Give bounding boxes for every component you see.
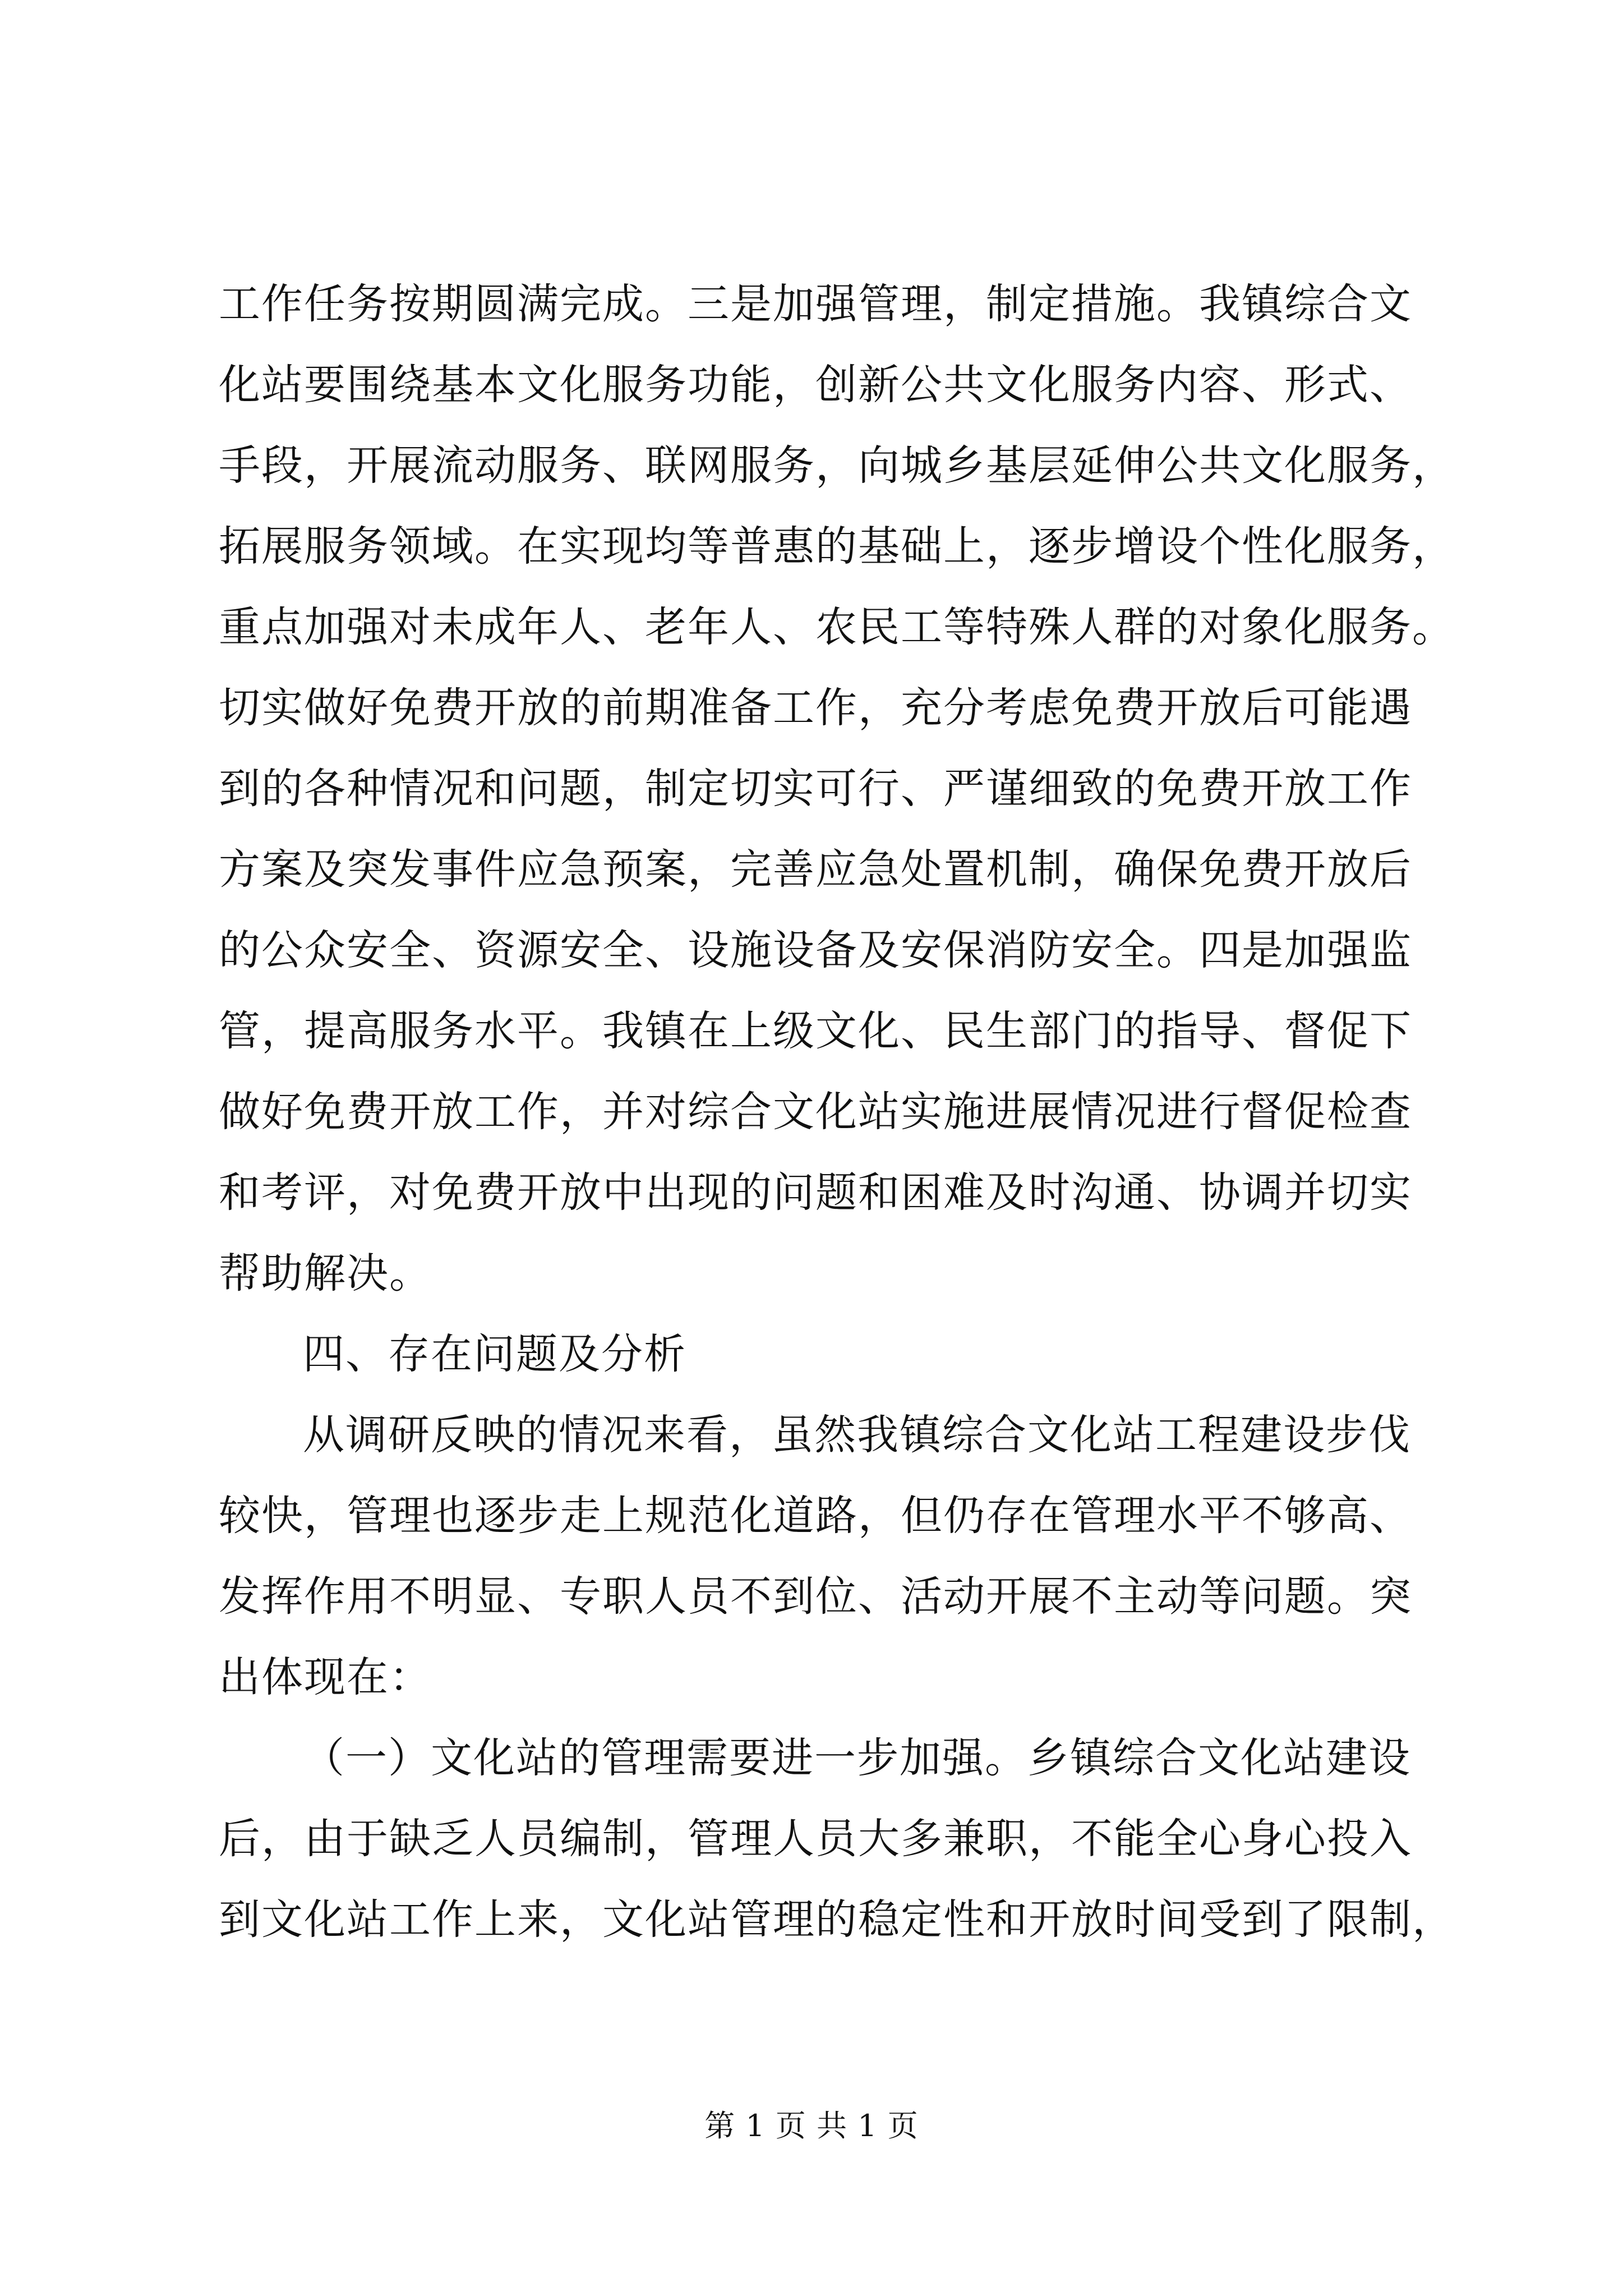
text-line: 手段，开展流动服务、联网服务，向城乡基层延伸公共文化服务， [219, 441, 1455, 490]
document-body [219, 264, 1455, 1960]
text-line: 到文化站工作上来，文化站管理的稳定性和开放时间受到了限制， [219, 1895, 1455, 1944]
text-line: 到的各种情况和问题，制定切实可行、严谨细致的免费开放工作 [219, 765, 1412, 813]
text-line: 从调研反映的情况来看，虽然我镇综合文化站工程建设步伐 [303, 1411, 1411, 1459]
section-heading: 四、存在问题及分析 [303, 1330, 686, 1378]
text-line: （一）文化站的管理需要进一步加强。乡镇综合文化站建设 [303, 1734, 1411, 1782]
text-line: 做好免费开放工作，并对综合文化站实施进展情况进行督促检查 [219, 1088, 1412, 1136]
text-line: 化站要围绕基本文化服务功能，创新公共文化服务内容、形式、 [219, 361, 1412, 409]
text-line: 较快，管理也逐步走上规范化道路，但仍存在管理水平不够高、 [219, 1492, 1412, 1540]
text-line: 帮助解决。 [219, 1249, 432, 1297]
text-line: 拓展服务领域。在实现均等普惠的基础上，逐步增设个性化服务， [219, 522, 1455, 570]
text-line: 后，由于缺乏人员编制，管理人员大多兼职，不能全心身心投入 [219, 1815, 1412, 1863]
text-line: 管，提高服务水平。我镇在上级文化、民生部门的指导、督促下 [219, 1007, 1412, 1055]
text-line: 工作任务按期圆满完成。三是加强管理，制定措施。我镇综合文 [219, 280, 1412, 328]
text-line: 和考评，对免费开放中出现的问题和困难及时沟通、协调并切实 [219, 1168, 1412, 1217]
text-line: 出体现在： [219, 1653, 432, 1701]
text-line: 重点加强对未成年人、老年人、农民工等特殊人群的对象化服务。 [219, 603, 1455, 651]
text-line: 方案及突发事件应急预案，完善应急处置机制，确保免费开放后 [219, 845, 1412, 894]
text-line: 切实做好免费开放的前期准备工作，充分考虑免费开放后可能遇 [219, 684, 1412, 732]
text-line: 发挥作用不明显、专职人员不到位、活动开展不主动等问题。突 [219, 1572, 1412, 1621]
text-line: 的公众安全、资源安全、设施设备及安保消防安全。四是加强监 [219, 926, 1412, 974]
page-footer: 第 1 页 共 1 页 [704, 2108, 919, 2143]
